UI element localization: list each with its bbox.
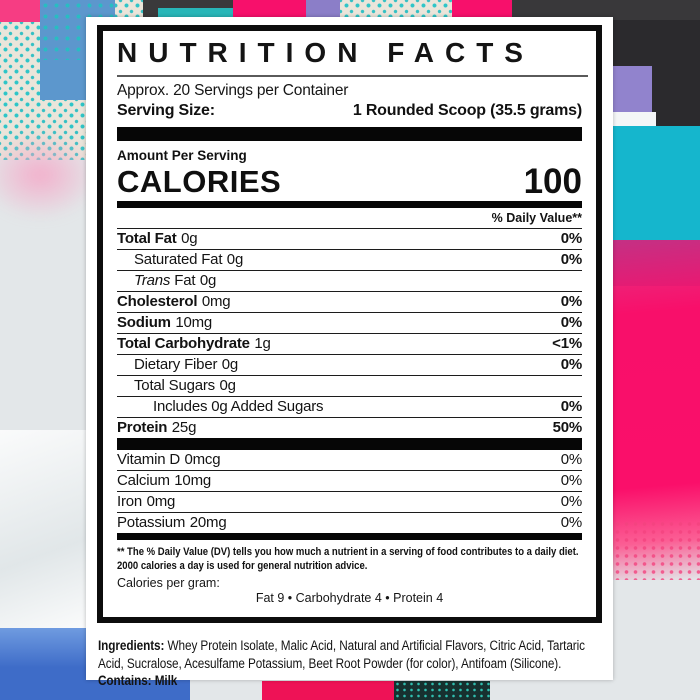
nutrient-row-dietary-fiber: Dietary Fiber 0g 0% — [117, 354, 582, 375]
ingredients-label: Ingredients: — [98, 638, 165, 653]
amount-per-serving-label: Amount Per Serving — [117, 148, 247, 163]
nutrient-row-total-fat: Total Fat 0g 0% — [117, 230, 582, 247]
divider-bar-mid-calories — [117, 201, 582, 208]
nutrient-row-added-sugars: Includes 0g Added Sugars 0% — [117, 396, 582, 417]
daily-value-header: % Daily Value** — [491, 211, 582, 225]
divider-bar-thick-top — [117, 127, 582, 141]
serving-size-value: 1 Rounded Scoop (35.5 grams) — [352, 102, 582, 119]
serving-size-row — [117, 100, 582, 121]
ingredients-block — [98, 637, 602, 690]
calories-row — [117, 162, 582, 201]
nutrition-label-panel — [86, 17, 613, 688]
nutrient-row-trans-fat: Trans Fat 0g — [117, 270, 582, 291]
vitamin-row-vitamin-d: Vitamin D 0mcg 0% — [117, 451, 582, 468]
contains-value: Milk — [151, 673, 178, 688]
nutrition-facts-box — [97, 25, 602, 623]
nutrient-row-protein: Protein 25g 50% — [117, 419, 582, 436]
servings-per-container: Approx. 20 Servings per Container — [117, 82, 349, 99]
divider-bar-thick-protein — [117, 438, 582, 450]
nutrient-row-sodium: Sodium 10mg 0% — [117, 314, 582, 331]
ice-texture-left — [0, 430, 100, 630]
calories-per-gram-label: Calories per gram: — [117, 576, 220, 590]
nutrient-row-cholesterol: Cholesterol 0mg 0% — [117, 293, 582, 310]
vitamin-row-iron: Iron 0mg 0% — [117, 493, 582, 510]
ingredients-text: Whey Protein Isolate, Malic Acid, Natural and Artificial Flavors, Citric Acid, Tartaric Acid, Sucralose, Acesulfame Potassium, Beet Root Powder (for color), Antifoam (Silicone). — [98, 638, 585, 671]
nutrient-row-total-carbohydrate: Total Carbohydrate 1g <1% — [117, 335, 582, 352]
vitamin-row-potassium: Potassium 20mg 0% — [117, 514, 582, 531]
serving-size-label: Serving Size: — [117, 102, 215, 119]
calories-label: CALORIES — [117, 164, 282, 199]
contains-label: Contains: — [98, 673, 152, 688]
calories-per-gram-values: Fat 9 • Carbohydrate 4 • Protein 4 — [255, 591, 444, 605]
pink-speckles-right — [604, 520, 700, 580]
nutrition-facts-title: NUTRITION FACTS — [117, 33, 588, 77]
divider-bar-mid-footnote — [117, 533, 582, 540]
nutrient-row-total-sugars: Total Sugars 0g — [117, 375, 582, 396]
daily-value-footnote: ** The % Daily Value (DV) tells you how much a nutrient in a serving of food contributes to a daily diet. 2000 calories a day is used for general nutrition advice. — [117, 546, 579, 572]
vitamin-row-calcium: Calcium 10mg 0% — [117, 472, 582, 489]
calories-value: 100 — [523, 162, 582, 201]
nutrient-row-saturated-fat: Saturated Fat 0g 0% — [117, 249, 582, 270]
